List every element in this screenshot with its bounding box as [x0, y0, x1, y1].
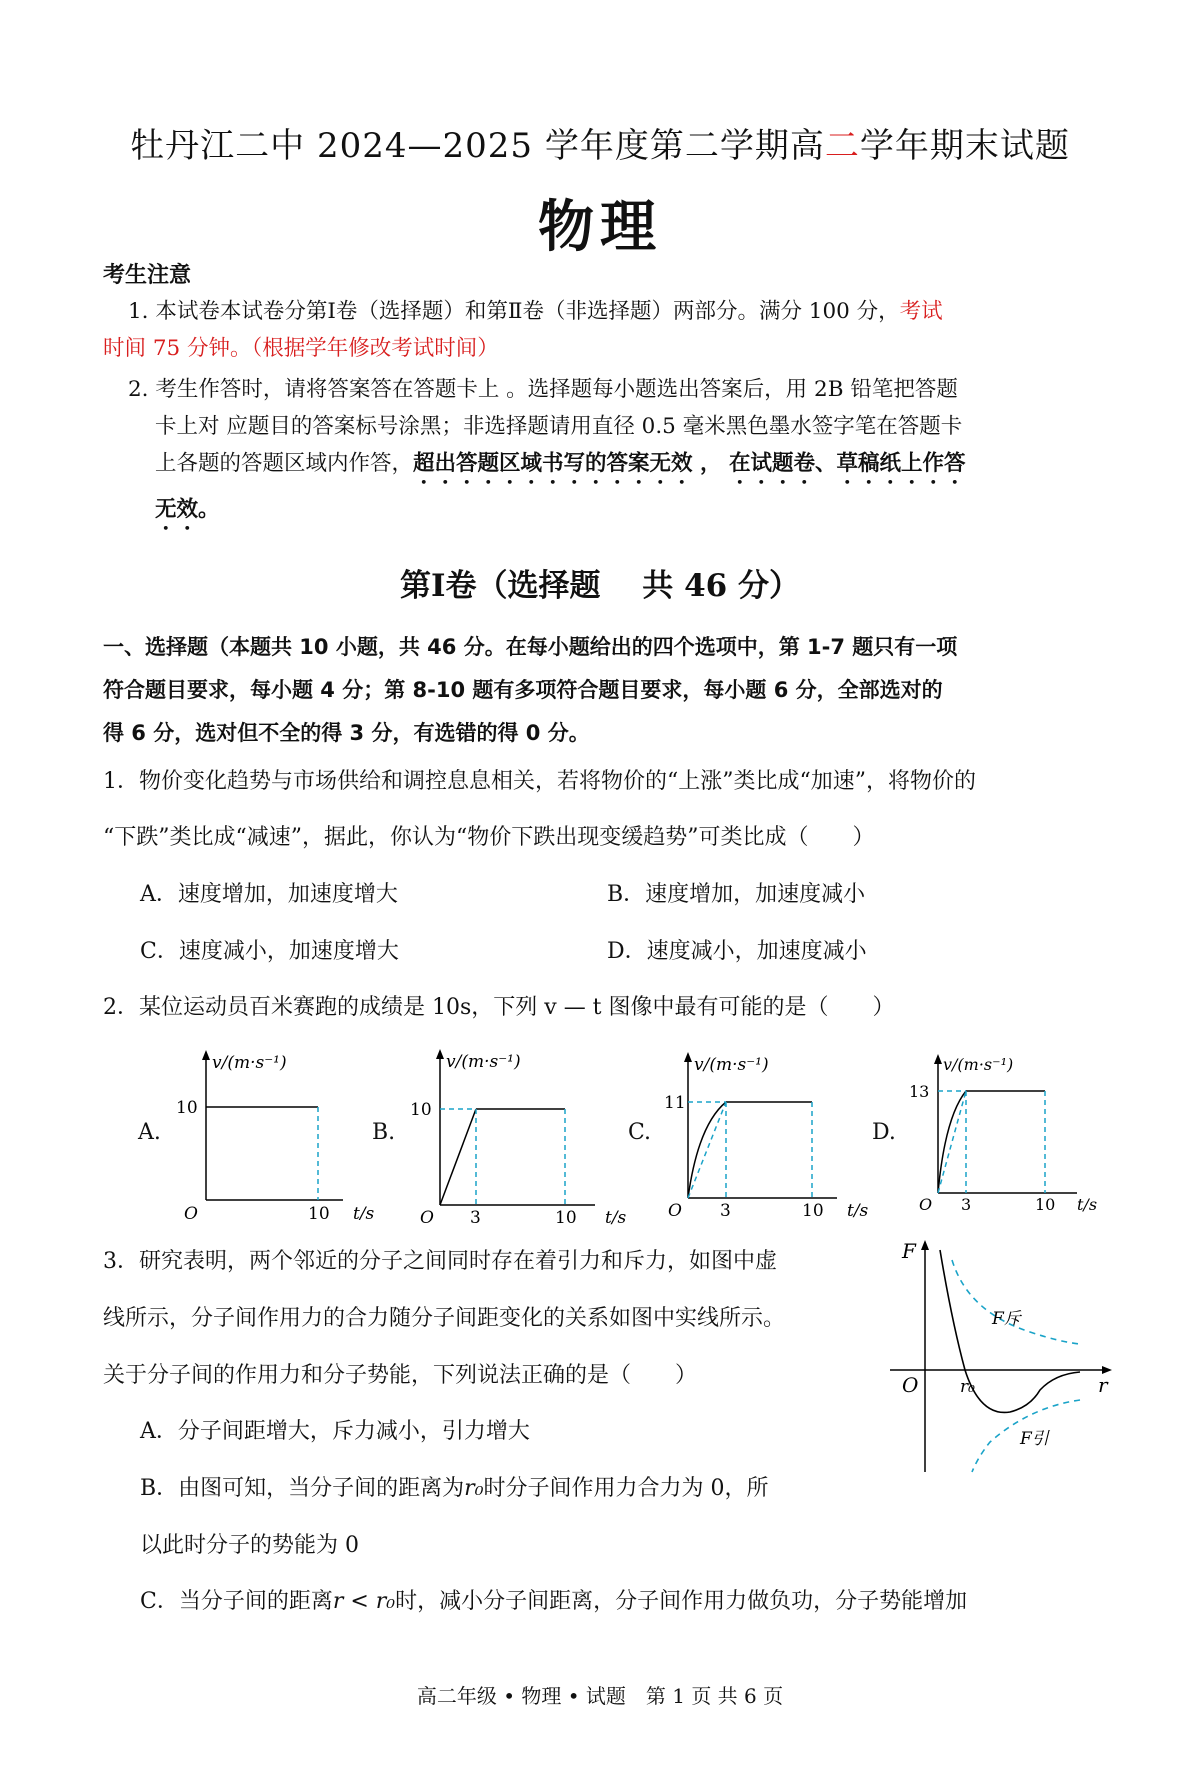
- graph-b-t0: 3: [470, 1208, 481, 1225]
- notice-item-2-line-3: [155, 447, 966, 489]
- graph-b-origin: O: [420, 1208, 434, 1225]
- notice-heading: 考生注意: [103, 263, 192, 288]
- graph-c-accel: [688, 1102, 726, 1198]
- graph-a-y-arrow: [202, 1050, 210, 1060]
- graph-d-origin: O: [919, 1195, 933, 1214]
- notice-item-2-line-2: 卡上对 应题目的答案标号涂黑；非选择题请用直径 0.5 毫米黑色墨水签字笔在答题卡: [155, 414, 963, 439]
- notice-item-1-red-line: 时间 75 分钟。（根据学年修改考试时间）: [103, 336, 499, 361]
- graph-c-origin: O: [668, 1201, 682, 1220]
- graph-c-dash-diag: [688, 1102, 726, 1198]
- q2-stem: 2．某位运动员百米赛跑的成绩是 10s，下列 v — t 图像中最有可能的是（ ）: [103, 995, 895, 1020]
- graph-d-v: 13: [909, 1082, 930, 1101]
- fig-label-frep: F斥: [992, 1309, 1021, 1329]
- notice-item-2-line-4: 无效。: [155, 497, 220, 522]
- graph-a-ylabel: v/(m·s⁻¹): [212, 1053, 287, 1073]
- graph-b-v: 10: [410, 1100, 432, 1120]
- part-intro-line-3: 得 6 分，选对但不全的得 3 分，有选错的得 0 分。: [103, 721, 590, 745]
- q2-label-c: C.: [628, 1120, 652, 1145]
- graph-b-y-arrow: [436, 1049, 444, 1059]
- notice-item-2-line-1: 2. 考生作答时，请将答案答在答题卡上 。选择题每小题选出答案后，用 2B 铅笔把答题: [128, 377, 958, 402]
- title-suffix: 学年期末试题: [859, 126, 1070, 166]
- q1-option-c: C．速度减小，加速度增大: [140, 939, 399, 964]
- q3-option-c-pre: C．当分子间的距离: [140, 1589, 333, 1614]
- notice-item-2-emphasis: 超出答题区域书写的答案无效 ， 在试题卷、草稿纸上作答: [413, 451, 966, 476]
- graph-d-xlabel: t/s: [1077, 1195, 1098, 1214]
- graph-c-y-arrow: [684, 1052, 692, 1062]
- q2-graph-b: [400, 1035, 635, 1225]
- section-title: 第Ⅰ卷（选择题 共 46 分）: [399, 568, 801, 604]
- notice-item-1-red: 考试: [899, 299, 943, 324]
- graph-a-xlabel: t/s: [353, 1204, 375, 1220]
- q2-graph-a: [168, 1040, 388, 1220]
- q3-line-1: 3．研究表明，两个邻近的分子之间同时存在着引力和斥力，如图中虚: [103, 1249, 777, 1274]
- q2-graph-c: [652, 1040, 882, 1220]
- notice-item-1: [128, 295, 943, 329]
- graph-b-ylabel: v/(m·s⁻¹): [446, 1052, 521, 1072]
- exam-title: [0, 118, 1200, 167]
- q3-option-b-pre: B．由图可知，当分子间的距离为: [140, 1476, 465, 1501]
- fig-label-o: O: [902, 1373, 919, 1397]
- fig-label-r: r: [1098, 1373, 1108, 1397]
- notice-item-2-plain: 上各题的答题区域内作答，: [155, 451, 414, 476]
- q3-option-c-cond: r < r₀: [332, 1589, 396, 1614]
- fig-label-f: F: [902, 1239, 916, 1263]
- graph-c-t0: 3: [720, 1201, 731, 1220]
- q3-option-b-post: 时分子间作用力合力为 0，所: [483, 1476, 769, 1501]
- q1-line-1: 1．物价变化趋势与市场供给和调控息息相关，若将物价的“上涨”类比成“加速”，将物价的: [103, 769, 976, 794]
- fig-label-r0: r₀: [960, 1377, 975, 1397]
- part-intro: [103, 626, 1103, 755]
- graph-d-ylabel: v/(m·s⁻¹): [943, 1055, 1014, 1074]
- q3-option-b-line-1: [140, 1471, 769, 1502]
- graph-c-ylabel: v/(m·s⁻¹): [694, 1055, 769, 1075]
- q2-label-a: A.: [138, 1120, 161, 1145]
- title-grade-red: 二: [824, 126, 860, 166]
- q3-force-figure: [880, 1232, 1120, 1482]
- part-intro-line-1: 一、选择题（本题共 10 小题，共 46 分。在每小题给出的四个选项中，第 1-7 题只有一项: [103, 635, 958, 659]
- q1-line-2: “下跌”类比成“减速”，据此，你认为“物价下跌出现变缓趋势”可类比成（ ）: [103, 825, 875, 850]
- q1-option-a: A．速度增加，加速度增大: [140, 882, 398, 907]
- part-intro-line-2: 符合题目要求，每小题 4 分；第 8-10 题有多项符合题目要求，每小题 6 分，全部选对的: [103, 678, 943, 702]
- graph-b-xlabel: t/s: [605, 1208, 627, 1225]
- graph-a-t1: 10: [308, 1204, 330, 1220]
- q3-option-a: A．分子间距增大，斥力减小，引力增大: [140, 1419, 530, 1444]
- fig-f-arrow: [921, 1240, 929, 1250]
- graph-a-origin: O: [184, 1204, 198, 1220]
- q3-line-3: 关于分子间的作用力和分子势能，下列说法正确的是（ ）: [103, 1363, 698, 1388]
- fig-repulsion-curve: [952, 1260, 1080, 1344]
- graph-d-t0: 3: [961, 1195, 972, 1214]
- q3-line-2: 线所示，分子间作用力的合力随分子间距变化的关系如图中实线所示。: [103, 1306, 786, 1331]
- q1-option-b: B．速度增加，加速度减小: [607, 882, 866, 907]
- q2-graph-d: [905, 1045, 1105, 1215]
- q1-option-d: D．速度减小，加速度减小: [607, 939, 867, 964]
- graph-c-t1: 10: [802, 1201, 824, 1220]
- q3-option-c-post: 时，减小分子间距离，分子间作用力做负功，分子势能增加: [395, 1589, 968, 1614]
- graph-b-t1: 10: [555, 1208, 577, 1225]
- graph-b-accel: [440, 1109, 476, 1205]
- notice-item-1-text: 1. 本试卷本试卷分第Ⅰ卷（选择题）和第Ⅱ卷（非选择题）两部分。满分 100 分，: [128, 299, 900, 324]
- graph-c-v: 11: [664, 1093, 686, 1113]
- q2-label-b: B.: [372, 1120, 396, 1145]
- fig-label-fatt: F引: [1020, 1429, 1049, 1449]
- page-footer: 高二年级 • 物理 • 试题 第 1 页 共 6 页: [416, 1684, 784, 1708]
- subject-title: 物理: [538, 194, 662, 260]
- title-prefix: 牡丹江二中 2024—2025 学年度第二学期高: [130, 126, 825, 166]
- graph-d-t1: 10: [1035, 1195, 1056, 1214]
- q3-option-b-line-2: 以此时分子的势能为 0: [140, 1533, 359, 1558]
- q2-label-d: D.: [872, 1120, 896, 1145]
- q3-option-c: [140, 1584, 967, 1615]
- graph-a-v: 10: [176, 1098, 198, 1118]
- graph-d-y-arrow: [934, 1054, 942, 1064]
- q3-option-b-r0: r₀: [464, 1476, 484, 1501]
- graph-c-xlabel: t/s: [847, 1201, 869, 1220]
- graph-d-dash-diag: [938, 1091, 966, 1193]
